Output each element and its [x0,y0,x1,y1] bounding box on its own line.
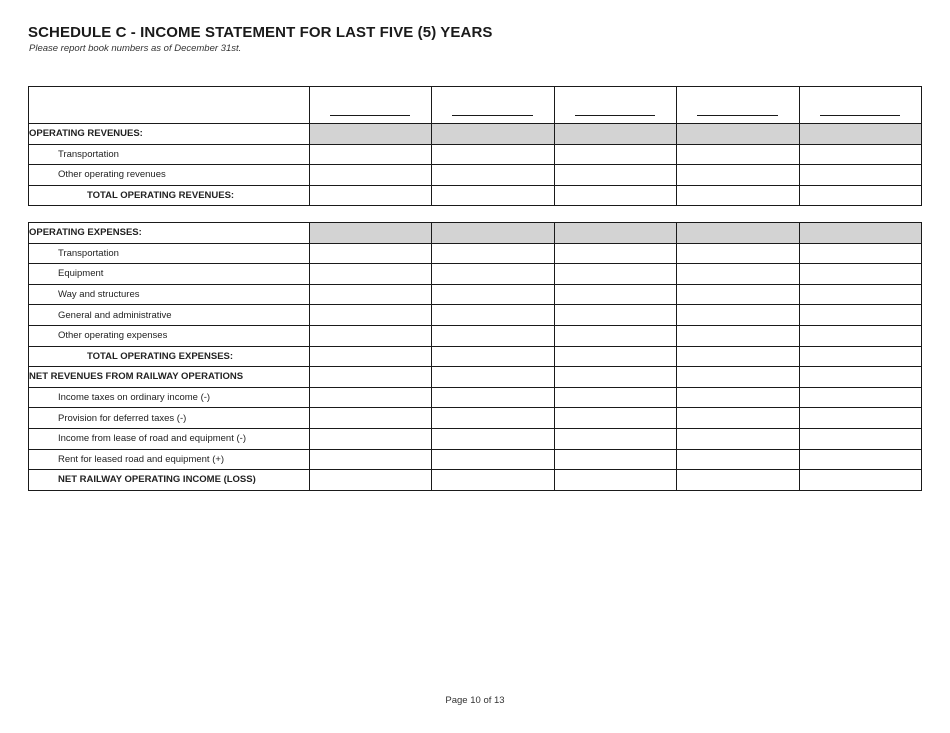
amount-cell[interactable] [310,367,432,388]
amount-cell[interactable] [677,449,799,470]
amount-cell[interactable] [310,408,432,429]
amount-cell[interactable] [677,264,799,285]
amount-cell[interactable] [310,165,432,186]
page-subtitle: Please report book numbers as of December 31st. [29,43,242,54]
row-label: Way and structures [29,284,310,305]
amount-cell[interactable] [554,367,676,388]
adjustment-row-lease-income [29,428,922,449]
amount-cell[interactable] [799,387,921,408]
amount-cell[interactable] [799,470,921,491]
revenue-row-other [29,165,922,186]
amount-cell[interactable] [677,367,799,388]
year-5-input-line[interactable] [820,115,900,116]
adjustment-row-deferred-taxes [29,408,922,429]
amount-cell[interactable] [432,449,554,470]
expense-row-way-structures [29,284,922,305]
amount-cell[interactable] [677,243,799,264]
amount-cell[interactable] [554,185,676,206]
year-4-cell[interactable] [677,87,799,124]
operating-revenues-header-row [29,124,922,145]
row-label: NET RAILWAY OPERATING INCOME (LOSS) [29,470,310,491]
year-4-input-line[interactable] [697,115,777,116]
net-operating-income-row [29,470,922,491]
amount-cell[interactable] [677,470,799,491]
row-label: Other operating revenues [29,165,310,186]
year-2-input-line[interactable] [452,115,532,116]
amount-cell[interactable] [554,243,676,264]
amount-cell[interactable] [554,305,676,326]
expense-row-equipment [29,264,922,285]
amount-cell[interactable] [432,325,554,346]
expense-row-general-admin [29,305,922,326]
amount-cell[interactable] [432,367,554,388]
amount-cell[interactable] [432,144,554,165]
expense-row-transportation [29,243,922,264]
amount-cell[interactable] [799,428,921,449]
amount-cell[interactable] [310,264,432,285]
operating-revenues-table [28,86,922,206]
amount-cell[interactable] [554,408,676,429]
adjustment-row-income-taxes [29,387,922,408]
row-label: Income from lease of road and equipment (-) [29,428,310,449]
amount-cell[interactable] [310,284,432,305]
row-label: Provision for deferred taxes (-) [29,408,310,429]
operating-expenses-header: OPERATING EXPENSES: [29,223,310,244]
shaded-cell [554,124,676,145]
year-3-input-line[interactable] [575,115,655,116]
amount-cell[interactable] [432,387,554,408]
year-3-cell[interactable] [554,87,676,124]
revenue-row-transportation [29,144,922,165]
row-label: General and administrative [29,305,310,326]
amount-cell[interactable] [677,144,799,165]
amount-cell[interactable] [677,408,799,429]
shaded-cell [677,124,799,145]
amount-cell[interactable] [432,305,554,326]
row-label: NET REVENUES FROM RAILWAY OPERATIONS [29,367,310,388]
amount-cell[interactable] [799,165,921,186]
amount-cell[interactable] [677,325,799,346]
amount-cell[interactable] [799,408,921,429]
amount-cell[interactable] [554,165,676,186]
amount-cell[interactable] [310,144,432,165]
amount-cell[interactable] [310,305,432,326]
amount-cell[interactable] [432,408,554,429]
amount-cell[interactable] [554,449,676,470]
amount-cell[interactable] [432,264,554,285]
year-1-input-line[interactable] [330,115,410,116]
shaded-cell [554,223,676,244]
amount-cell[interactable] [677,185,799,206]
shaded-cell [799,223,921,244]
amount-cell[interactable] [432,346,554,367]
amount-cell[interactable] [310,325,432,346]
header-label-cell [29,87,310,124]
amount-cell[interactable] [677,346,799,367]
amount-cell[interactable] [554,346,676,367]
amount-cell[interactable] [677,428,799,449]
row-label: Other operating expenses [29,325,310,346]
row-label: TOTAL OPERATING REVENUES: [29,185,310,206]
page-number: Page 10 of 13 [445,695,505,706]
row-label: Transportation [29,243,310,264]
year-2-cell[interactable] [432,87,554,124]
shaded-cell [677,223,799,244]
amount-cell[interactable] [677,305,799,326]
total-operating-revenues-row [29,185,922,206]
adjustment-row-rent [29,449,922,470]
operating-expenses-header-row [29,223,922,244]
amount-cell[interactable] [799,305,921,326]
amount-cell[interactable] [799,449,921,470]
shaded-cell [310,223,432,244]
amount-cell[interactable] [310,346,432,367]
year-5-cell[interactable] [799,87,921,124]
amount-cell[interactable] [799,346,921,367]
year-header-row [29,87,922,124]
amount-cell[interactable] [310,387,432,408]
amount-cell[interactable] [799,284,921,305]
amount-cell[interactable] [310,243,432,264]
operating-revenues-header: OPERATING REVENUES: [29,124,310,145]
amount-cell[interactable] [310,449,432,470]
amount-cell[interactable] [310,428,432,449]
net-revenues-row [29,367,922,388]
row-label: Equipment [29,264,310,285]
amount-cell[interactable] [554,325,676,346]
row-label: Transportation [29,144,310,165]
operating-expenses-table [28,222,922,491]
amount-cell[interactable] [554,144,676,165]
amount-cell[interactable] [677,284,799,305]
shaded-cell [799,124,921,145]
amount-cell[interactable] [799,185,921,206]
amount-cell[interactable] [554,428,676,449]
amount-cell[interactable] [432,243,554,264]
amount-cell[interactable] [677,165,799,186]
amount-cell[interactable] [432,284,554,305]
amount-cell[interactable] [799,243,921,264]
amount-cell[interactable] [799,264,921,285]
amount-cell[interactable] [799,325,921,346]
amount-cell[interactable] [432,470,554,491]
amount-cell[interactable] [432,185,554,206]
page-title: SCHEDULE C - INCOME STATEMENT FOR LAST FIVE (5) YEARS [28,24,493,41]
total-operating-expenses-row [29,346,922,367]
row-label: Rent for leased road and equipment (+) [29,449,310,470]
year-1-cell[interactable] [310,87,432,124]
shaded-cell [310,124,432,145]
amount-cell[interactable] [554,470,676,491]
expense-row-other [29,325,922,346]
row-label: Income taxes on ordinary income (-) [29,387,310,408]
shaded-cell [432,124,554,145]
amount-cell[interactable] [432,165,554,186]
amount-cell[interactable] [677,387,799,408]
amount-cell[interactable] [310,185,432,206]
row-label: TOTAL OPERATING EXPENSES: [29,346,310,367]
shaded-cell [432,223,554,244]
amount-cell[interactable] [432,428,554,449]
amount-cell[interactable] [799,367,921,388]
amount-cell[interactable] [554,264,676,285]
amount-cell[interactable] [310,470,432,491]
amount-cell[interactable] [554,284,676,305]
amount-cell[interactable] [554,387,676,408]
amount-cell[interactable] [799,144,921,165]
